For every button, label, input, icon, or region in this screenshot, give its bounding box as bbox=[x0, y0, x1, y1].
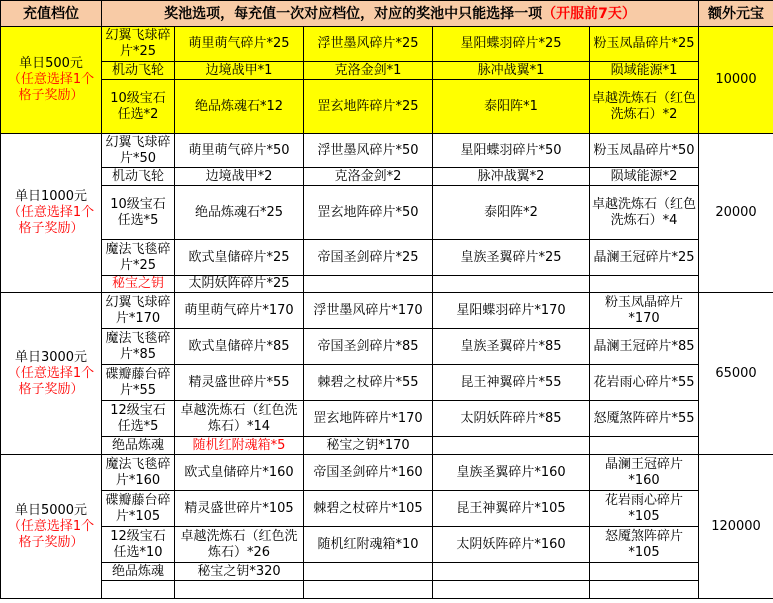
reward-cell: 花岩雨心碎片*55 bbox=[590, 365, 699, 401]
table-row bbox=[1, 365, 773, 401]
table-row bbox=[1, 134, 773, 168]
tier-cell bbox=[1, 455, 102, 599]
reward-cell: 卓越洗炼石（红色洗炼石）*14 bbox=[175, 401, 304, 437]
tier-label: 单日500元 bbox=[19, 56, 83, 71]
reward-cell-first: 机动飞轮 bbox=[102, 168, 175, 186]
reward-cell: 精灵盛世碎片*105 bbox=[175, 491, 304, 527]
header-pool-note: （开服前7天） bbox=[542, 5, 636, 22]
reward-cell: 怒魇煞阵碎片*105 bbox=[590, 527, 699, 563]
reward-cell-first: 10级宝石任选*5 bbox=[102, 186, 175, 240]
reward-cell: 随机红附魂箱*5 bbox=[175, 437, 304, 455]
reward-cell-first: 魔法飞毯碎片*85 bbox=[102, 329, 175, 365]
reward-cell: 秘宝之钥*320 bbox=[175, 563, 304, 581]
bonus-ingot-value: 120000 bbox=[699, 455, 773, 599]
reward-cell: 萌里萌气碎片*25 bbox=[175, 27, 304, 62]
reward-cell: 怒魇煞阵碎片*55 bbox=[590, 401, 699, 437]
reward-cell: 昆王神翼碎片*105 bbox=[433, 491, 590, 527]
reward-cell bbox=[590, 437, 699, 455]
reward-cell-first: 幻翼飞球碎片*170 bbox=[102, 293, 175, 329]
reward-cell: 粉玉凤晶碎片*25 bbox=[590, 27, 699, 62]
reward-cell: 脉冲战翼*1 bbox=[433, 62, 590, 80]
reward-cell: 棘碧之杖碎片*55 bbox=[304, 365, 433, 401]
reward-cell bbox=[304, 563, 433, 581]
reward-cell: 随机红附魂箱*10 bbox=[304, 527, 433, 563]
reward-cell: 帝国圣剑碎片*25 bbox=[304, 240, 433, 276]
reward-cell: 花岩雨心碎片*105 bbox=[590, 491, 699, 527]
reward-cell: 罡玄地阵碎片*170 bbox=[304, 401, 433, 437]
tier-label: 单日1000元 bbox=[14, 189, 88, 204]
reward-cell: 帝国圣剑碎片*160 bbox=[304, 455, 433, 491]
reward-cell bbox=[433, 276, 590, 293]
reward-cell: 浮世墨风碎片*25 bbox=[304, 27, 433, 62]
header-bonus: 额外元宝 bbox=[699, 1, 773, 27]
reward-cell: 浮世墨风碎片*50 bbox=[304, 134, 433, 168]
reward-cell-first: 秘宝之钥 bbox=[102, 276, 175, 293]
reward-cell-first: 10级宝石任选*2 bbox=[102, 80, 175, 134]
reward-cell: 边境战甲*1 bbox=[175, 62, 304, 80]
table-row bbox=[1, 437, 773, 455]
tier-note: （任意选择1个格子奖励） bbox=[7, 72, 95, 103]
reward-cell: 皇族圣翼碎片*85 bbox=[433, 329, 590, 365]
reward-cell-first: 幻翼飞球碎片*50 bbox=[102, 134, 175, 168]
reward-cell: 欧式皇储碎片*160 bbox=[175, 455, 304, 491]
reward-cell-first: 魔法飞毯碎片*160 bbox=[102, 455, 175, 491]
header-tier: 充值档位 bbox=[1, 1, 102, 27]
reward-cell: 太阴妖阵碎片*25 bbox=[175, 276, 304, 293]
reward-cell-first: 魔法飞毯碎片*25 bbox=[102, 240, 175, 276]
tier-note: （任意选择1个格子奖励） bbox=[7, 205, 95, 236]
bonus-ingot-value: 10000 bbox=[699, 27, 773, 134]
table-row bbox=[1, 276, 773, 293]
table-row bbox=[1, 581, 773, 599]
reward-cell-first: 12级宝石任选*5 bbox=[102, 401, 175, 437]
reward-cell: 浮世墨风碎片*170 bbox=[304, 293, 433, 329]
reward-cell-first: 绝品炼魂 bbox=[102, 437, 175, 455]
reward-cell: 帝国圣剑碎片*85 bbox=[304, 329, 433, 365]
reward-cell bbox=[590, 563, 699, 581]
tier-note: （任意选择1个格子奖励） bbox=[7, 518, 95, 550]
reward-cell: 晶澜王冠碎片*160 bbox=[590, 455, 699, 491]
reward-cell-first: 机动飞轮 bbox=[102, 62, 175, 80]
table-row bbox=[1, 455, 773, 491]
reward-cell: 精灵盛世碎片*55 bbox=[175, 365, 304, 401]
tier-cell bbox=[1, 27, 102, 134]
table-row bbox=[1, 62, 773, 80]
table-row bbox=[1, 80, 773, 134]
reward-cell bbox=[590, 276, 699, 293]
reward-cell bbox=[590, 581, 699, 599]
reward-cell bbox=[304, 276, 433, 293]
table-row bbox=[1, 329, 773, 365]
reward-cell: 太阴妖阵碎片*160 bbox=[433, 527, 590, 563]
reward-cell: 粉玉凤晶碎片*50 bbox=[590, 134, 699, 168]
table-row bbox=[1, 401, 773, 437]
reward-cell: 卓越洗炼石（红色洗炼石）*4 bbox=[590, 186, 699, 240]
header-pool bbox=[102, 1, 699, 27]
reward-cell bbox=[304, 581, 433, 599]
reward-cell: 欧式皇储碎片*25 bbox=[175, 240, 304, 276]
reward-cell bbox=[175, 581, 304, 599]
tier-note: （任意选择1个格子奖励） bbox=[7, 365, 95, 397]
tier-label: 单日3000元 bbox=[14, 349, 88, 365]
tier-cell bbox=[1, 134, 102, 293]
reward-cell: 卓越洗炼石（红色洗炼石）*2 bbox=[590, 80, 699, 134]
reward-cell-first: 碟瓣藤台碎片*105 bbox=[102, 491, 175, 527]
table-row bbox=[1, 186, 773, 240]
reward-cell: 太阴妖阵碎片*85 bbox=[433, 401, 590, 437]
reward-cell: 星阳蝶羽碎片*25 bbox=[433, 27, 590, 62]
reward-cell-first: 12级宝石任选*10 bbox=[102, 527, 175, 563]
reward-cell: 脉冲战翼*2 bbox=[433, 168, 590, 186]
table-row bbox=[1, 27, 773, 62]
reward-cell: 昆王神翼碎片*55 bbox=[433, 365, 590, 401]
reward-cell: 陨域能源*2 bbox=[590, 168, 699, 186]
reward-cell bbox=[433, 563, 590, 581]
bonus-ingot-value: 20000 bbox=[699, 134, 773, 293]
reward-cell: 卓越洗炼石（红色洗炼石）*26 bbox=[175, 527, 304, 563]
reward-cell: 皇族圣翼碎片*25 bbox=[433, 240, 590, 276]
reward-cell-first: 碟瓣藤台碎片*55 bbox=[102, 365, 175, 401]
table-row bbox=[1, 240, 773, 276]
reward-cell: 棘碧之杖碎片*105 bbox=[304, 491, 433, 527]
reward-cell: 泰阳阵*2 bbox=[433, 186, 590, 240]
table-row bbox=[1, 168, 773, 186]
reward-cell: 边境战甲*2 bbox=[175, 168, 304, 186]
reward-cell: 泰阳阵*1 bbox=[433, 80, 590, 134]
table-body bbox=[1, 27, 773, 599]
reward-cell: 克洛金剑*2 bbox=[304, 168, 433, 186]
header-pool-text: 奖池选项，每充值一次对应档位，对应的奖池中只能选择一项 bbox=[164, 5, 543, 22]
reward-cell-first: 幻翼飞球碎片*25 bbox=[102, 27, 175, 62]
table-row bbox=[1, 527, 773, 563]
reward-cell: 绝品炼魂石*12 bbox=[175, 80, 304, 134]
reward-cell: 绝品炼魂石*25 bbox=[175, 186, 304, 240]
reward-cell: 星阳蝶羽碎片*170 bbox=[433, 293, 590, 329]
reward-cell: 罡玄地阵碎片*50 bbox=[304, 186, 433, 240]
header-row bbox=[1, 1, 773, 27]
tier-cell bbox=[1, 293, 102, 455]
reward-cell: 陨域能源*1 bbox=[590, 62, 699, 80]
reward-cell: 萌里萌气碎片*50 bbox=[175, 134, 304, 168]
reward-cell: 皇族圣翼碎片*160 bbox=[433, 455, 590, 491]
reward-cell-first bbox=[102, 581, 175, 599]
reward-cell: 星阳蝶羽碎片*50 bbox=[433, 134, 590, 168]
reward-cell-first: 绝品炼魂 bbox=[102, 563, 175, 581]
reward-cell bbox=[433, 581, 590, 599]
reward-cell: 晶澜王冠碎片*85 bbox=[590, 329, 699, 365]
reward-cell: 粉玉凤晶碎片*170 bbox=[590, 293, 699, 329]
reward-cell: 克洛金剑*1 bbox=[304, 62, 433, 80]
reward-cell: 欧式皇储碎片*85 bbox=[175, 329, 304, 365]
table-row bbox=[1, 293, 773, 329]
tier-label: 单日5000元 bbox=[14, 502, 88, 518]
reward-cell bbox=[433, 437, 590, 455]
reward-cell: 秘宝之钥*170 bbox=[304, 437, 433, 455]
reward-cell: 罡玄地阵碎片*25 bbox=[304, 80, 433, 134]
table-row bbox=[1, 563, 773, 581]
reward-cell: 萌里萌气碎片*170 bbox=[175, 293, 304, 329]
table-row bbox=[1, 491, 773, 527]
bonus-ingot-value: 65000 bbox=[699, 293, 773, 455]
reward-cell: 晶澜王冠碎片*25 bbox=[590, 240, 699, 276]
